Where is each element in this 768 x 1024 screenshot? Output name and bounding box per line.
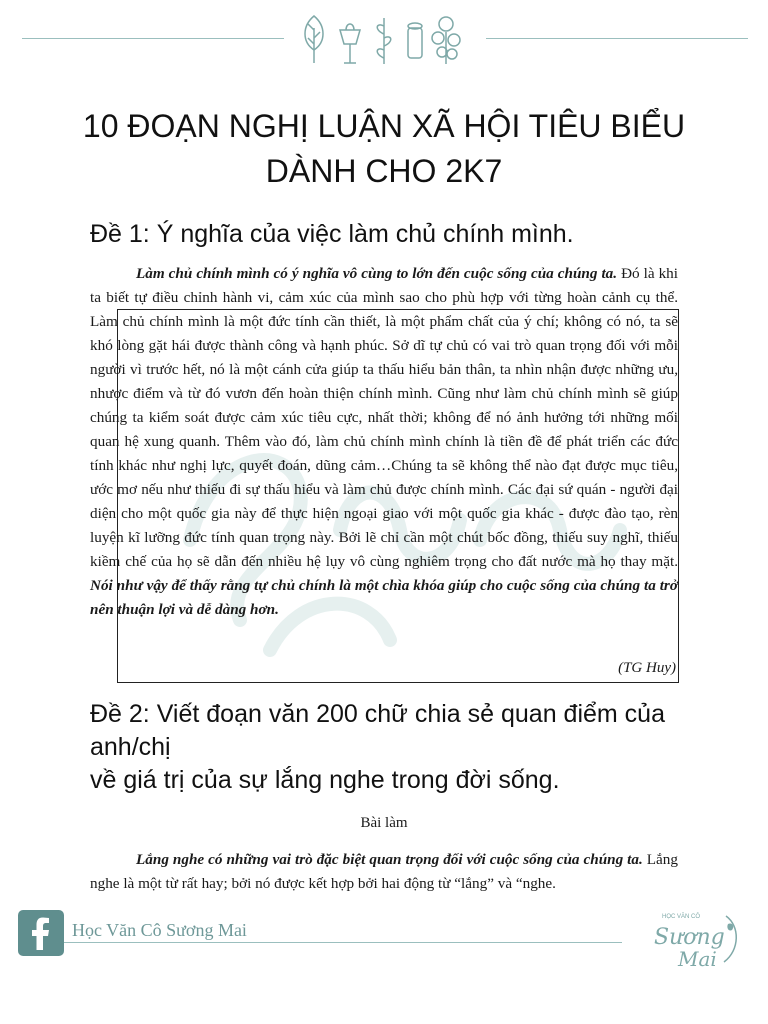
footer-divider bbox=[62, 942, 622, 943]
bai-lam-label: Bài làm bbox=[360, 815, 408, 831]
section2-heading-line1: Đề 2: Viết đoạn văn 200 chữ chia sẻ quan điểm của anh/chị bbox=[90, 700, 665, 761]
top-divider-right bbox=[486, 38, 748, 39]
section1-conclusion: Nói như vậy để thấy rằng tự chủ chính là một chìa khóa giúp cho cuộc sống của chúng ta trở nên thuận lợi và dễ dàng hơn. bbox=[90, 577, 678, 618]
facebook-icon[interactable] bbox=[18, 910, 64, 956]
section1-paragraph bbox=[90, 262, 678, 622]
section2-paragraph bbox=[90, 848, 678, 896]
logo-small-text: HỌC VĂN CÔ bbox=[662, 914, 701, 920]
section2-heading-line2: về giá trị của sự lắng nghe trong đời sống. bbox=[90, 766, 560, 794]
section1-heading: Đề 1: Ý nghĩa của việc làm chủ chính mình. bbox=[90, 220, 574, 248]
section2-lead: Lắng nghe có những vai trò đặc biệt quan trọng đối với cuộc sống của chúng ta. bbox=[136, 851, 643, 868]
section1-lead: Làm chủ chính mình có ý nghĩa vô cùng to lớn đến cuộc sống của chúng ta. bbox=[136, 265, 618, 282]
logo-line2: Mai bbox=[678, 947, 717, 971]
plant-leaves-icon bbox=[296, 8, 472, 68]
footer-brand-name[interactable]: Học Văn Cô Sương Mai bbox=[72, 920, 247, 940]
top-divider-left bbox=[22, 38, 284, 39]
section2-heading bbox=[90, 698, 690, 797]
logo-line1: Sương bbox=[654, 925, 725, 950]
document-title: 10 ĐOẠN NGHỊ LUẬN XÃ HỘI TIÊU BIỂU DÀNH CHO 2K7 bbox=[82, 108, 686, 189]
section2-body: Lắng nghe là một từ rất hay; bởi nó được kết hợp bởi hai động từ “lắng” và “nghe. bbox=[90, 851, 678, 892]
suong-mai-logo bbox=[640, 904, 744, 974]
section1-author: (TG Huy) bbox=[618, 660, 676, 676]
section1-body: Đó là khi ta biết tự điều chỉnh hành vi, cảm xúc của mình sao cho phù hợp với từng hoàn cảnh cụ thể. Làm chủ chính mình là một đức tính cần thiết, là một phẩm chất của ý chí; không có nó, ta sẽ khó lòng gặt hái được thành công và hạnh phúc. Sở dĩ tự chủ có vai trò quan trọng đối với mỗi người vì trước hết, nó là một cánh cửa giúp ta thấu hiểu bản thân, ta nhìn nhận được những ưu, nhược điểm và từ đó vươn đến hoàn thiện chính mình. Cũng như làm chủ chính mình sẽ giúp chúng ta kiểm soát được cảm xúc tiêu cực, nhất thời; không để nó ảnh hưởng tới những mối quan hệ xung quanh. Thêm vào đó, làm chủ chính mình chính là tiền đề để phát triển các đức tính khác như nghị lực, quyết đoán, dũng cảm…Chúng ta sẽ không thể nào đạt được mục tiêu, ước mơ nếu như thiếu đi sự thấu hiểu và làm chủ được chính mình. Các đại sứ quán - người đại diện cho một quốc gia này để thực hiện ngoại giao với một quốc gia khác - được đào tạo, rèn luyện kĩ lưỡng đức tính quan trọng này. Bởi lẽ chỉ cần một chút bốc đồng, thiếu suy nghĩ, thiếu kiềm chế của họ sẽ dẫn đến nhiều hệ lụy vô cùng nghiêm trọng cho đất nước mà họ thay mặt. bbox=[90, 265, 678, 570]
